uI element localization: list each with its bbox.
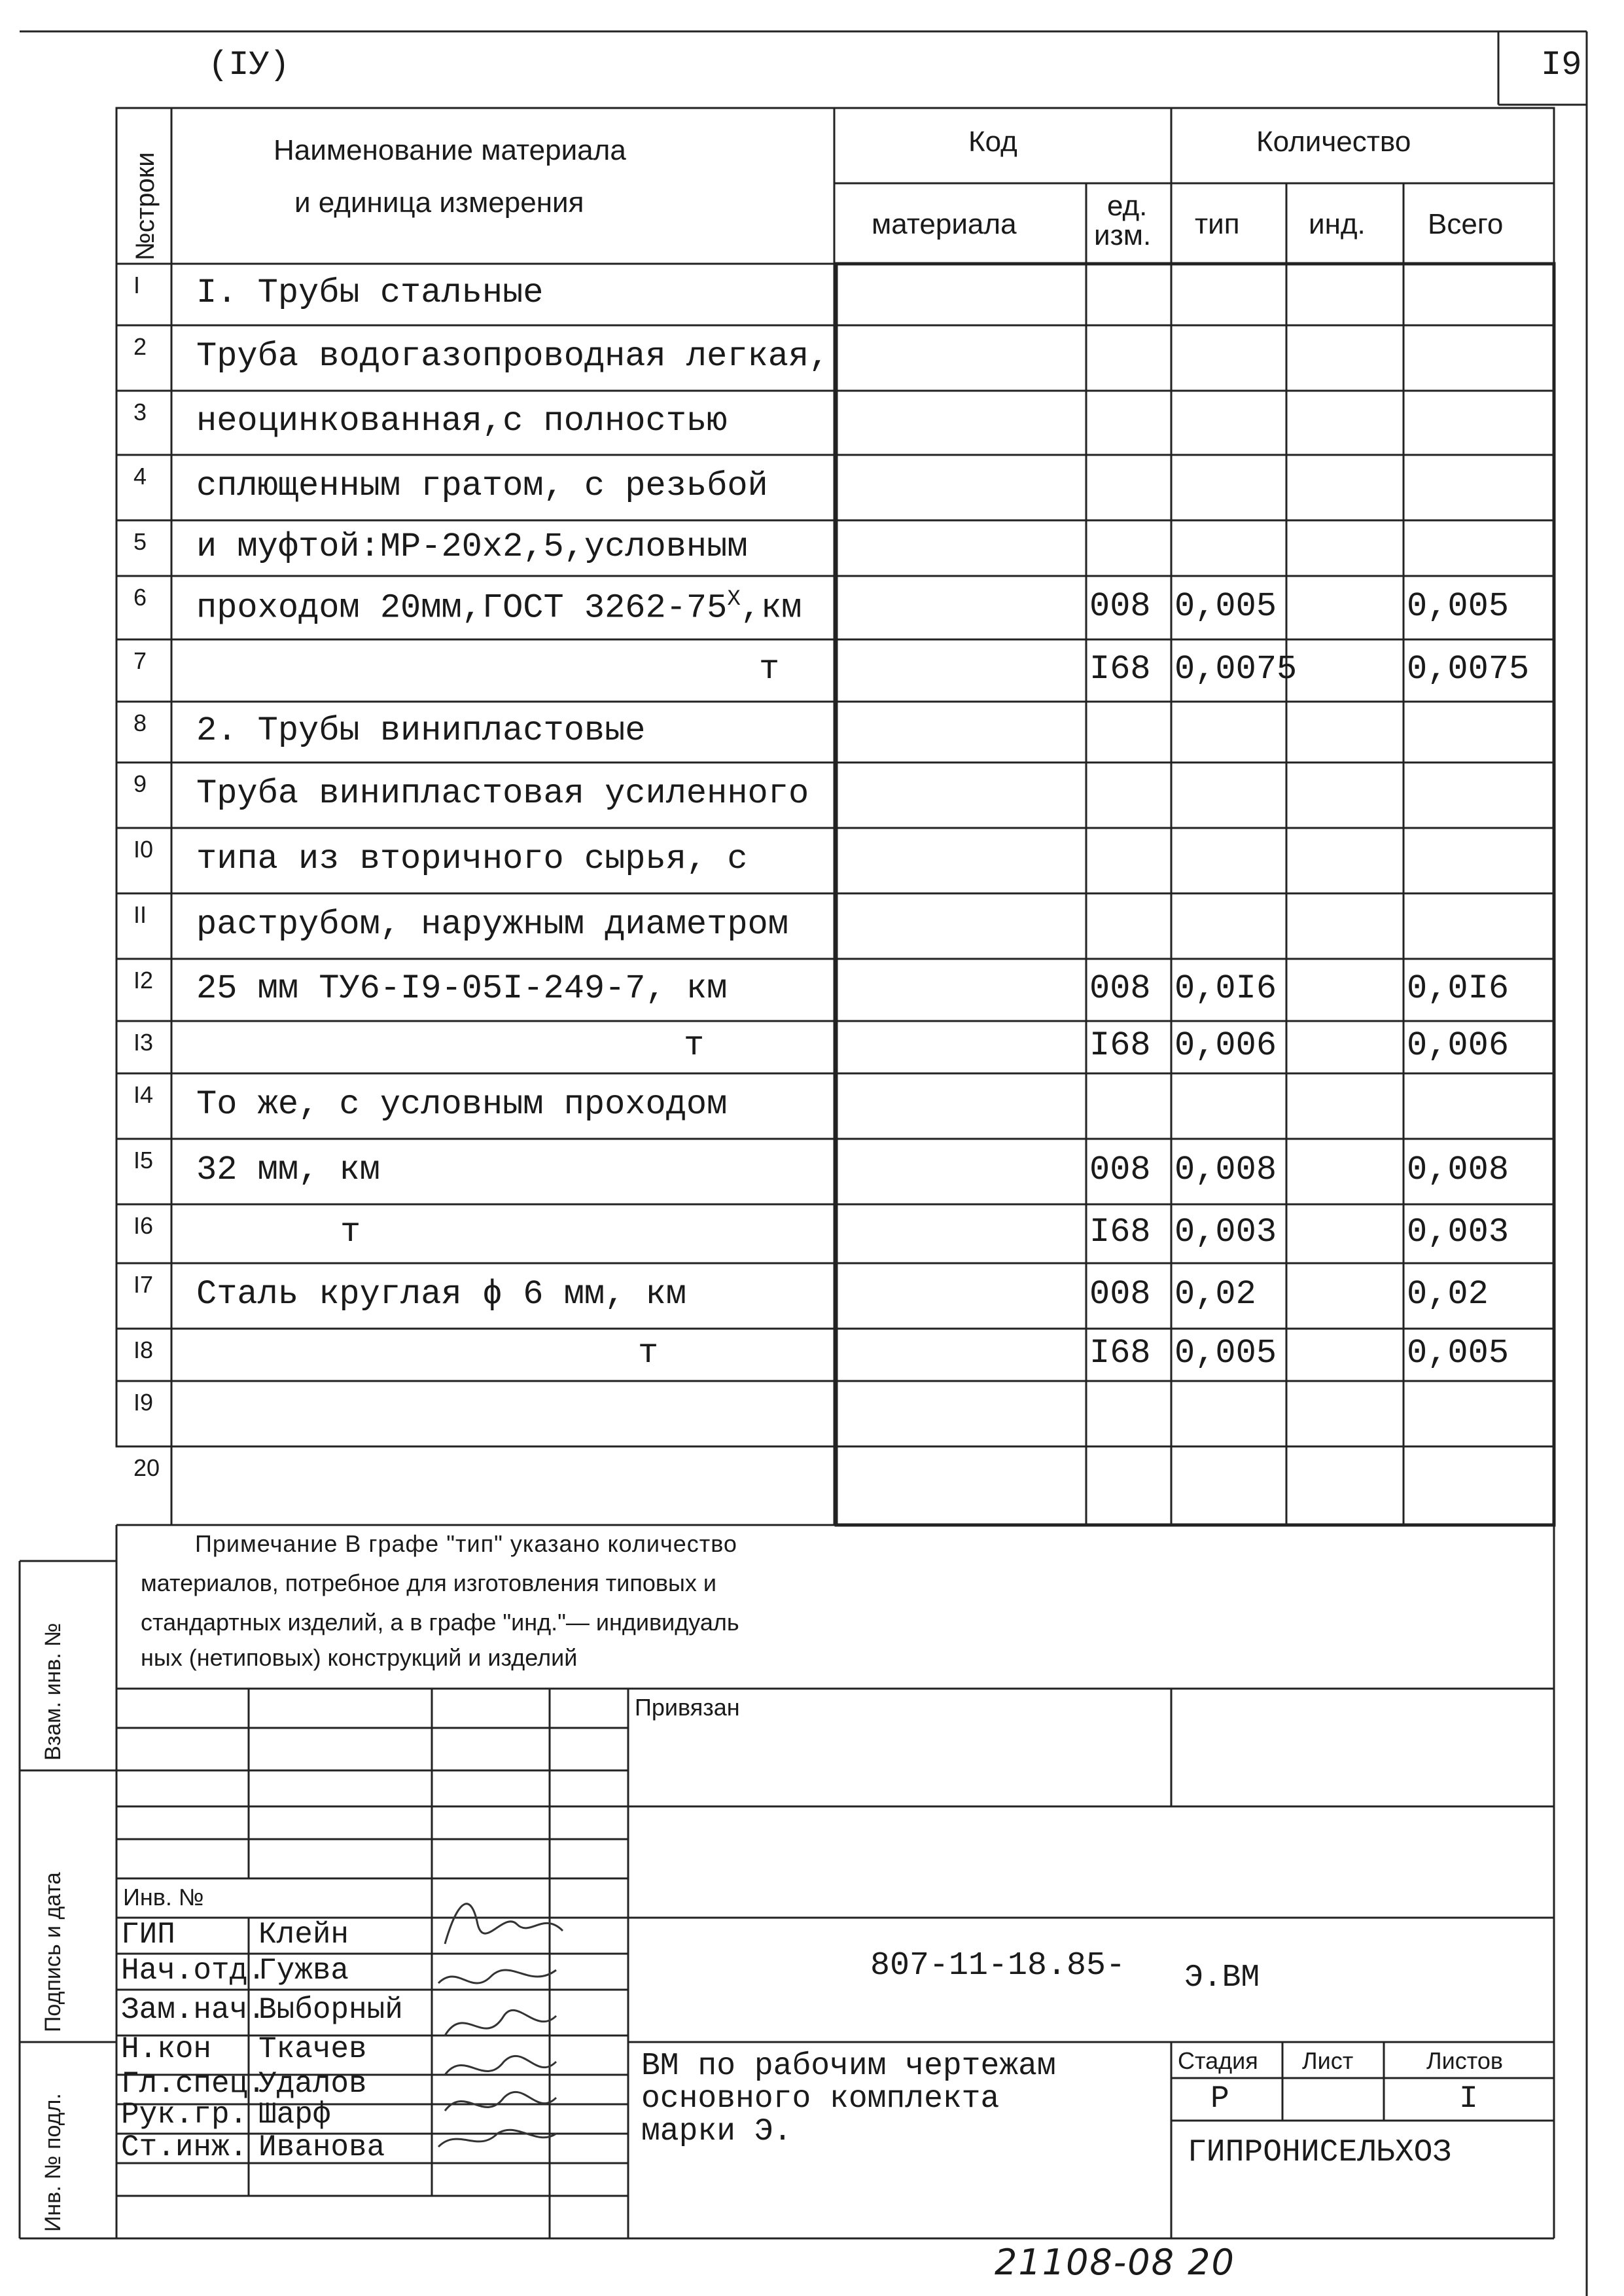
unit-code: I68 bbox=[1089, 1334, 1151, 1372]
material-name bbox=[196, 1085, 727, 1124]
qty-total: 0,0075 bbox=[1407, 649, 1530, 689]
section-label: (IУ) bbox=[208, 46, 290, 84]
material-name bbox=[196, 337, 829, 376]
material-name bbox=[196, 528, 748, 566]
material-name bbox=[196, 774, 809, 813]
row-number: I3 bbox=[133, 1029, 154, 1056]
unit-code: I68 bbox=[1089, 1213, 1151, 1251]
material-name-text: т bbox=[759, 649, 780, 689]
signer-role: Ст.инж. bbox=[121, 2130, 248, 2164]
material-name bbox=[196, 467, 768, 505]
signer-name: Гужва bbox=[258, 1954, 349, 1988]
row-number: 4 bbox=[133, 463, 147, 490]
signer-name: Выборный bbox=[258, 1993, 403, 2027]
description-line3: марки Э. bbox=[641, 2114, 792, 2149]
side-label-inv-podl: Инв. № подл. bbox=[41, 2093, 65, 2232]
signer-role: Зам.нач. bbox=[121, 1993, 266, 2027]
material-name bbox=[759, 650, 779, 689]
qty-tip: 0,005 bbox=[1174, 586, 1277, 626]
material-name bbox=[196, 840, 748, 878]
material-name bbox=[196, 587, 802, 627]
qty-tip: 0,005 bbox=[1174, 1334, 1277, 1372]
material-name-text: 25 мм ТУ6-I9-05I-249-7, км bbox=[196, 969, 728, 1008]
header-total: Всего bbox=[1428, 208, 1504, 240]
sheets-value: I bbox=[1459, 2081, 1478, 2117]
material-name bbox=[196, 402, 727, 440]
description-line1: ВМ по рабочим чертежам bbox=[641, 2049, 1056, 2084]
row-number: 2 bbox=[133, 333, 147, 360]
row-number: 3 bbox=[133, 399, 147, 425]
qty-tip: 0,0I6 bbox=[1174, 969, 1277, 1008]
material-name bbox=[340, 1213, 361, 1251]
material-name-text: т bbox=[638, 1334, 659, 1372]
qty-tip: 0,02 bbox=[1174, 1275, 1256, 1314]
qty-total: 0,005 bbox=[1407, 586, 1509, 626]
unit-code: 008 bbox=[1089, 1275, 1151, 1314]
note-line4: ных (нетиповых) конструкций и изделий bbox=[141, 1644, 578, 1671]
row-number: 8 bbox=[133, 709, 147, 736]
row-number: 6 bbox=[133, 584, 147, 611]
row-number: 7 bbox=[133, 647, 147, 674]
mark: Э.ВМ bbox=[1184, 1960, 1260, 1996]
page-number: I9 bbox=[1541, 46, 1582, 84]
material-name-text: 32 мм, км bbox=[196, 1151, 380, 1189]
material-name-text: Сталь круглая ϕ 6 мм, км bbox=[196, 1275, 686, 1314]
material-name bbox=[196, 969, 727, 1008]
material-name-text: т bbox=[684, 1026, 705, 1065]
material-name-text: раструбом, наружным диаметром bbox=[196, 905, 788, 944]
material-name-text: Труба водогазопроводная легкая, bbox=[196, 337, 830, 376]
row-number: I0 bbox=[133, 836, 154, 863]
signer-name: Клейн bbox=[258, 1918, 349, 1952]
note-line3: стандартных изделий, а в графе "инд."— индивидуаль bbox=[141, 1609, 739, 1636]
unit-code: 008 bbox=[1089, 969, 1151, 1008]
inv-no-label: Инв. № bbox=[123, 1884, 204, 1910]
note-line2: материалов, потребное для изготовления типовых и bbox=[141, 1570, 717, 1596]
signer-name: Шарф bbox=[258, 2098, 331, 2132]
material-name-text: сплющенным гратом, с резьбой bbox=[196, 467, 768, 505]
row-number: I6 bbox=[133, 1212, 154, 1239]
side-label-vzam: Взам. инв. № bbox=[41, 1623, 65, 1761]
signer-name: Иванова bbox=[258, 2130, 385, 2164]
material-name-suffix: ,км bbox=[740, 588, 802, 627]
material-name-text: т bbox=[340, 1213, 361, 1251]
signer-name: Удалов bbox=[258, 2067, 367, 2101]
qty-tip: 0,003 bbox=[1174, 1213, 1277, 1251]
material-name bbox=[196, 1151, 380, 1189]
material-name bbox=[638, 1334, 658, 1372]
material-name bbox=[196, 1275, 686, 1314]
material-name bbox=[196, 905, 788, 944]
header-unit-line1: ед. bbox=[1107, 190, 1148, 222]
unit-code: 008 bbox=[1089, 1151, 1151, 1189]
sheets-label: Листов bbox=[1426, 2047, 1503, 2074]
privyazan-label: Привязан bbox=[635, 1694, 740, 1721]
row-number: 5 bbox=[133, 528, 147, 555]
stage-label: Стадия bbox=[1178, 2047, 1258, 2074]
row-number: I bbox=[133, 272, 141, 298]
row-number: II bbox=[133, 901, 147, 928]
description-line2: основного комплекта bbox=[641, 2081, 1000, 2117]
material-name bbox=[684, 1026, 704, 1065]
material-name-text: I. Трубы стальные bbox=[196, 274, 544, 312]
row-number: 9 bbox=[133, 770, 147, 797]
header-line-no: №строки bbox=[131, 152, 160, 260]
header-tip: тип bbox=[1195, 208, 1240, 240]
row-number: I5 bbox=[133, 1147, 154, 1174]
header-name-line1: Наименование материала bbox=[274, 134, 626, 166]
qty-total: 0,02 bbox=[1407, 1275, 1489, 1314]
unit-code: 008 bbox=[1089, 586, 1151, 626]
material-name-text: типа из вторичного сырья, с bbox=[196, 840, 748, 878]
unit-code: I68 bbox=[1089, 649, 1151, 689]
material-name-text: неоцинкованная,с полностью bbox=[196, 402, 728, 440]
signatures bbox=[432, 1885, 582, 2160]
qty-total: 0,008 bbox=[1407, 1151, 1509, 1189]
signer-role: ГИП bbox=[121, 1918, 175, 1952]
sheet-label: Лист bbox=[1302, 2047, 1354, 2074]
row-number: 20 bbox=[133, 1454, 160, 1481]
qty-total: 0,003 bbox=[1407, 1213, 1509, 1251]
footer-code: 21108-08 20 bbox=[995, 2242, 1235, 2283]
header-name-line2: и единица измерения bbox=[294, 187, 584, 219]
qty-total: 0,006 bbox=[1407, 1026, 1509, 1065]
material-name bbox=[196, 711, 646, 750]
signer-name: Ткачев bbox=[258, 2032, 367, 2066]
material-name-superscript: Х bbox=[727, 586, 741, 612]
material-name-text: Труба винипластовая усиленного bbox=[196, 774, 809, 813]
side-label-podpis: Подпись и дата bbox=[41, 1872, 65, 2032]
material-name-text: 2. Трубы винипластовые bbox=[196, 711, 646, 750]
header-material: материала bbox=[872, 208, 1017, 240]
row-number: I4 bbox=[133, 1081, 154, 1108]
material-name-text: и муфтой:МР-20х2,5,условным bbox=[196, 527, 748, 566]
header-unit-line2: изм. bbox=[1094, 219, 1152, 251]
signer-role: Рук.гр. bbox=[121, 2098, 248, 2132]
qty-total: 0,005 bbox=[1407, 1334, 1509, 1372]
note-line1: Примечание В графе "тип" указано количество bbox=[195, 1530, 737, 1557]
header-code: Код bbox=[968, 126, 1017, 158]
qty-tip: 0,008 bbox=[1174, 1151, 1277, 1189]
signer-role: Н.кон bbox=[121, 2032, 212, 2066]
signer-role: Нач.отд. bbox=[121, 1954, 266, 1988]
header-ind: инд. bbox=[1309, 208, 1366, 240]
signer-role: Гл.спец. bbox=[121, 2067, 266, 2101]
stage-value: Р bbox=[1210, 2081, 1229, 2117]
row-number: I7 bbox=[133, 1271, 154, 1298]
material-name-text: проходом 20мм,ГОСТ 3262-75 bbox=[196, 588, 728, 627]
material-name bbox=[196, 274, 544, 312]
material-name-text: То же, с условным проходом bbox=[196, 1085, 728, 1124]
header-quantity: Количество bbox=[1256, 126, 1411, 158]
row-number: I9 bbox=[133, 1389, 154, 1416]
row-number: I2 bbox=[133, 967, 154, 994]
qty-tip: 0,0075 bbox=[1174, 649, 1297, 689]
organization: ГИПРОНИСЕЛЬХОЗ bbox=[1188, 2135, 1452, 2170]
unit-code: I68 bbox=[1089, 1026, 1151, 1065]
designation: 807-11-18.85- bbox=[870, 1947, 1126, 1984]
row-number: I8 bbox=[133, 1336, 154, 1363]
qty-total: 0,0I6 bbox=[1407, 969, 1509, 1008]
qty-tip: 0,006 bbox=[1174, 1026, 1277, 1065]
